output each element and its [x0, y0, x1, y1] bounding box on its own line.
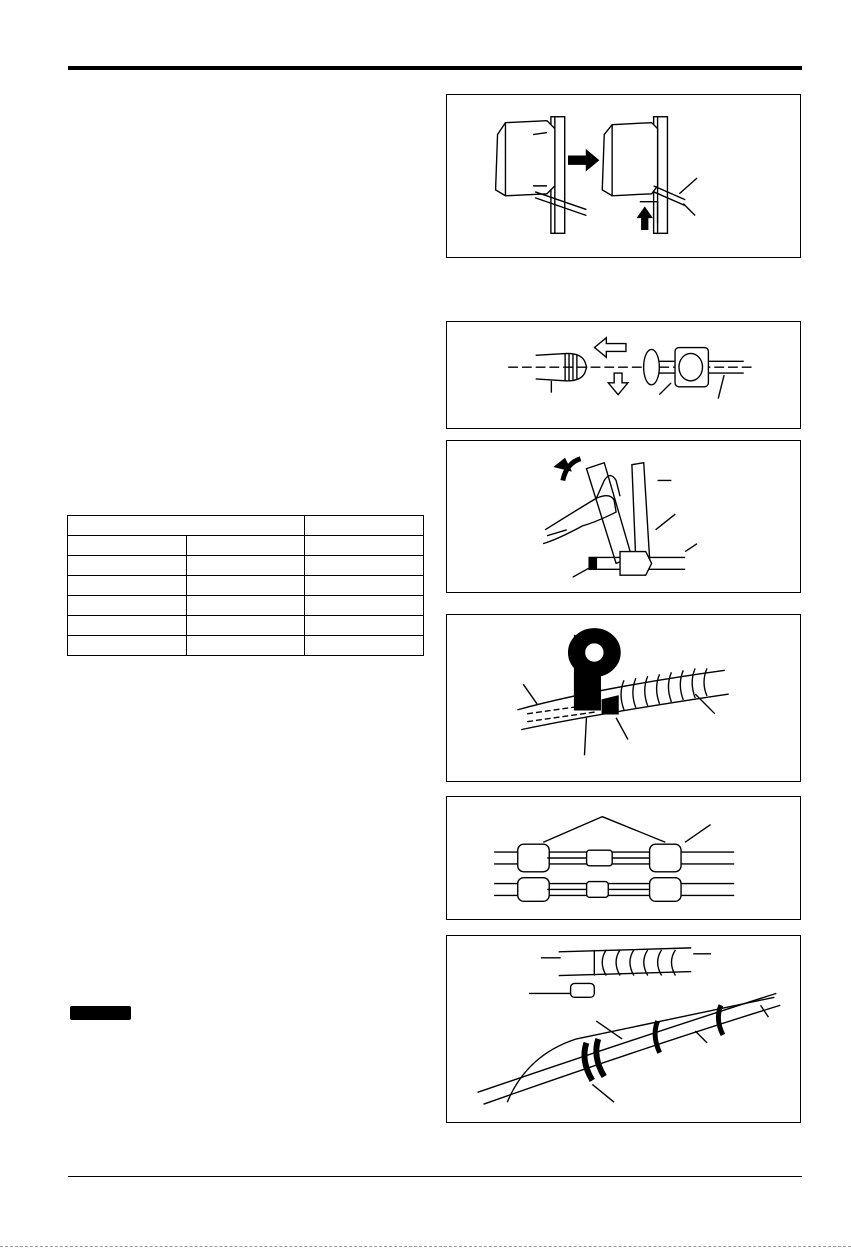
table-row [68, 536, 424, 556]
table-cell [68, 616, 187, 636]
page-cut-line [0, 1246, 851, 1247]
table-cell [68, 536, 187, 556]
figure-bundle-wrapping [446, 935, 801, 1123]
table-cell [305, 596, 424, 616]
table-cell [305, 556, 424, 576]
table-cell [187, 596, 305, 616]
figure-tape-wrapping [446, 614, 801, 782]
table-cell [187, 556, 305, 576]
table-row [68, 556, 424, 576]
table-row [68, 616, 424, 636]
pipe-insulation-joint-icon [447, 797, 800, 919]
figure-pipe-insulation [446, 796, 801, 920]
table-header-cell [305, 516, 424, 536]
figure-unit-mounting [446, 94, 801, 258]
table-row [68, 596, 424, 616]
table-cell [305, 576, 424, 596]
insulation-tape-wrapping-icon [447, 615, 800, 781]
header-rule [68, 66, 802, 70]
table-cell [68, 556, 187, 576]
table-header-row [68, 516, 424, 536]
table-row [68, 576, 424, 596]
table-cell [68, 636, 187, 656]
table-cell [187, 576, 305, 596]
piping-bundle-wrapping-icon [447, 936, 800, 1122]
table-cell [187, 636, 305, 656]
figure-flare-connection [446, 321, 801, 429]
table-cell [68, 576, 187, 596]
torque-wrench-tightening-icon [447, 441, 800, 592]
table-row [68, 636, 424, 656]
indoor-unit-mounting-icon [447, 95, 800, 257]
note-badge [70, 1006, 131, 1020]
table-cell [187, 616, 305, 636]
table-header-cell [68, 516, 305, 536]
table-cell [305, 616, 424, 636]
footer-rule [68, 1176, 802, 1177]
table-cell [68, 596, 187, 616]
figure-wrench-tightening [446, 440, 801, 593]
table-cell [305, 636, 424, 656]
table-cell [187, 536, 305, 556]
table-cell [305, 536, 424, 556]
torque-spec-table [67, 515, 424, 656]
flare-nut-connection-icon [447, 322, 800, 428]
